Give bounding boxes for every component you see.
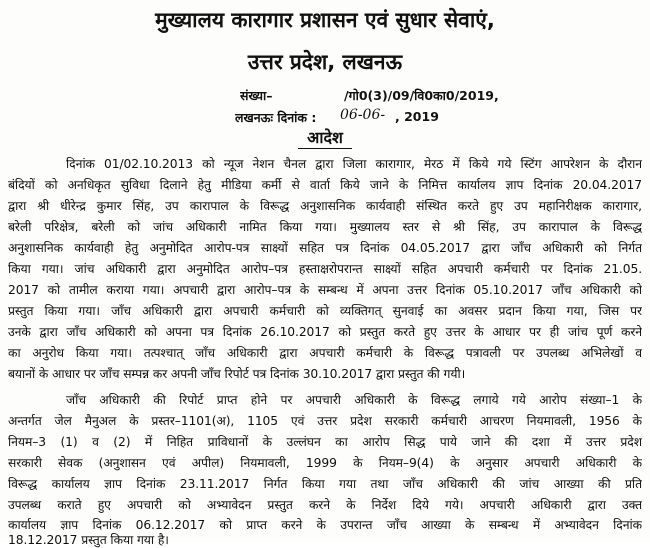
paragraph-line: बंदियों को अनधिकृत सुविधा दिलाने हेतु मीडिया कर्मी से वार्ता किये जाने के निमित्त कार्यालय ज्ञाप दिनांक 20.04.2017 — [8, 178, 642, 192]
paragraph-line: उनके द्वारा जाँच अधिकारी को अपना पत्र दिनांक 26.10.2017 को प्रस्तुत करते हुए उत्तर के आधार पर ही जांच पूर्ण करने — [8, 325, 642, 339]
paragraph-line: जाँच अधिकारी की रिपोर्ट प्राप्त होने पर अपचारी अधिकारी के विरूद्ध लगाये गये आरोप संख्या–1 के — [66, 393, 642, 407]
reference-number-value: /गो0(3)/09/वि0का0/2019, — [344, 88, 499, 103]
paragraph-line: बयानों के आधार पर जाँच सम्पन्न कर अपनी जाँच रिपोर्ट पत्र दिनांक 30.10.2017 द्वारा प्रस्तुत की गयी। — [8, 367, 466, 381]
paragraph-line: किया गया। जांच अधिकारी द्वारा अनुमोदित आरोप–पत्र हस्ताक्षरोपरान्त साक्ष्यों सहित अपचारी कर्मचारी पर दिनांक 21.05. — [8, 262, 642, 276]
header-title-line2: उत्तर प्रदेश, लखनऊ — [247, 50, 403, 74]
paragraph-line: प्रस्तुत किया गया। जाँच अधिकारी द्वारा अपचारी कर्मचारी को व्यक्तिगत् सुनवाई का अवसर प्रदान किया गया, जिस पर — [8, 304, 642, 318]
reference-date-handwritten: 06-06- — [340, 107, 386, 123]
paragraph-line: दिनांक 01/02.10.2013 को न्यूज नेशन चैनल द्वारा जिला कारागार, मेरठ में किये गये स्टिंग आपरेशन के दौरान — [66, 157, 642, 171]
paragraph-line: का अनुरोध किया गया। तत्पश्चात् जाँच अधिकारी द्वारा अपचारी कर्मचारी के विरूद्ध पत्रावली पर उपलब्ध अभिलेखों व — [8, 346, 642, 360]
reference-number-label: संख्या– — [240, 88, 273, 103]
paragraph-line: अन्तर्गत जेल मैनुअल के प्रस्तर–1101(अ), 1105 एवं उत्तर प्रदेश सरकारी कर्मचारी आचरण नियमावली, 1956 के — [8, 414, 642, 428]
paragraph-line: विरूद्ध कार्यालय ज्ञाप दिनांक 23.11.2017 निर्गत किया गया तथा जाँच अधिकारी की जांच आख्या की प्रति — [8, 477, 642, 491]
order-title-underline — [298, 148, 352, 149]
paragraph-line: बरेली परिक्षेत्र, बरेली को जांच अधिकारी नामित किया गया। मुख्यालय स्तर से श्री सिंह, उप कारापाल के विरूद्ध — [8, 220, 642, 234]
paragraph-line: 18.12.2017 प्रस्तुत किया गया है। — [8, 533, 169, 547]
paragraph-line: सरकारी सेवक (अनुशासन एवं अपील) नियमावली, 1999 के नियम–9(4) के अनुसार अपचारी अधिकारी के — [8, 456, 642, 470]
paragraph-line: अनुशासनिक कार्यवाही हेतु अनुमोदित आरोप-पत्र साक्ष्यों सहित पत्र दिनांक 04.05.2017 द्वारा जाँच अधिकारी को निर्गत — [8, 241, 642, 255]
paragraph-line: द्वारा श्री धीरेन्द्र कुमार सिंह, उप कारापाल के विरूद्ध अनुशासनिक कार्यवाही संस्थित करते हुए उप महानिरीक्षक कारागार, — [8, 199, 642, 213]
reference-date-year: , 2019 — [395, 109, 439, 124]
order-title: आदेश — [307, 128, 343, 147]
paragraph-line: उपलब्ध कराते हुए अपचारी को अभ्यावेदन प्रस्तुत करने के निर्देश दिये गये। अपचारी अधिकारी द्वारा उक्त — [8, 498, 642, 512]
paragraph-line: कार्यालय ज्ञाप दिनांक 06.12.2017 को प्राप्त करने के उपरान्त जाँच आख्या के सम्बन्ध में अभ्यावेदन दिनांक — [8, 518, 642, 532]
paragraph-line: नियम–3 (1) व (2) में निहित प्राविधानों के उल्लंघन का आरोप सिद्ध पाये जाने की दशा में उत्तर प्रदेश — [8, 435, 642, 449]
paragraph-line: 2017 को तामील कराया गया। अपचारी द्वारा आरोप–पत्र के सम्बन्ध में अपना उत्तर दिनांक 05.10.2017 जाँच अधिकारी को — [8, 283, 642, 297]
reference-date-label: लखनऊः दिनांक : — [235, 110, 317, 125]
header-title-line1: मुख्यालय कारागार प्रशासन एवं सुधार सेवाएं, — [155, 8, 495, 32]
